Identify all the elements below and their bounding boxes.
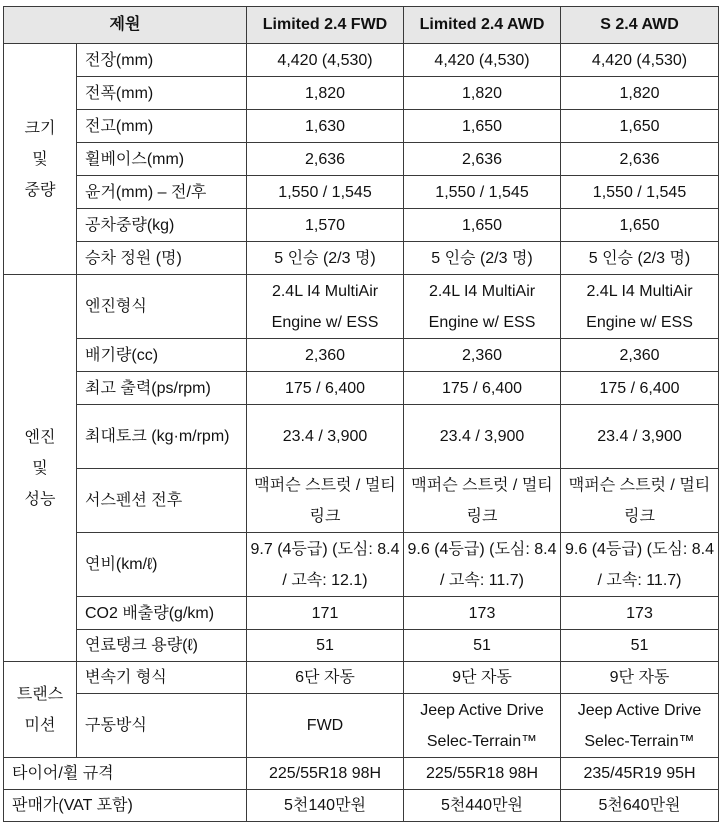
spec-value: 4,420 (4,530): [404, 44, 561, 77]
spec-row: [4, 176, 719, 209]
group-label-line: 중량: [24, 181, 56, 199]
spec-value: 1,650: [404, 209, 561, 242]
spec-label: 전폭(mm): [77, 77, 247, 110]
spec-value: 2,360: [404, 339, 561, 372]
spec-row: [4, 275, 719, 339]
spec-label: 연료탱크 용량(ℓ): [77, 630, 247, 662]
spec-value: 23.4 / 3,900: [247, 405, 404, 469]
spec-value: 175 / 6,400: [247, 372, 404, 405]
spec-row: [4, 597, 719, 630]
spec-value: 6단 자동: [247, 662, 404, 694]
spec-row: [4, 630, 719, 662]
spec-value: 173: [561, 597, 719, 630]
spec-value: 5천140만원: [247, 790, 404, 822]
spec-row: [4, 533, 719, 597]
group-label: [4, 44, 77, 275]
spec-label: 공차중량(kg): [77, 209, 247, 242]
spec-value: 9.7 (4등급) (도심: 8.4 / 고속: 12.1): [247, 533, 404, 597]
spec-value: 173: [404, 597, 561, 630]
spec-value: 1,820: [247, 77, 404, 110]
spec-table: [3, 6, 719, 822]
group-label-line: 엔진: [24, 428, 56, 446]
spec-value: 5천640만원: [561, 790, 719, 822]
group-label-line: 크기: [24, 119, 56, 137]
spec-value: 23.4 / 3,900: [404, 405, 561, 469]
spec-row: [4, 372, 719, 405]
spec-value: 5 인승 (2/3 명): [247, 242, 404, 275]
spec-label: 서스펜션 전후: [77, 469, 247, 533]
group-label-line: 및: [32, 459, 48, 477]
spec-value: 175 / 6,400: [561, 372, 719, 405]
group-label-line: 미션: [24, 716, 56, 734]
spec-value: 1,550 / 1,545: [247, 176, 404, 209]
spec-table-header: [4, 7, 719, 44]
spec-value: 51: [247, 630, 404, 662]
spec-value: 51: [561, 630, 719, 662]
spec-value: 2,636: [247, 143, 404, 176]
spec-value: 1,650: [561, 110, 719, 143]
spec-value: 225/55R18 98H: [404, 758, 561, 790]
spec-label: 타이어/휠 규격: [4, 758, 247, 790]
header-row: [4, 7, 719, 44]
spec-label: CO2 배출량(g/km): [77, 597, 247, 630]
header-model-s-awd: S 2.4 AWD: [561, 7, 719, 44]
spec-row: [4, 110, 719, 143]
spec-value: 23.4 / 3,900: [561, 405, 719, 469]
spec-value: 5천440만원: [404, 790, 561, 822]
group-label: [4, 662, 77, 758]
spec-value: 9.6 (4등급) (도심: 8.4 / 고속: 11.7): [561, 533, 719, 597]
spec-label: 구동방식: [77, 694, 247, 758]
spec-value: 175 / 6,400: [404, 372, 561, 405]
spec-row: [4, 758, 719, 790]
spec-row: [4, 44, 719, 77]
spec-value: 1,650: [404, 110, 561, 143]
spec-label: 엔진형식: [77, 275, 247, 339]
spec-label: 변속기 형식: [77, 662, 247, 694]
spec-row: [4, 662, 719, 694]
spec-value: 1,550 / 1,545: [561, 176, 719, 209]
spec-label: 전장(mm): [77, 44, 247, 77]
spec-label: 연비(km/ℓ): [77, 533, 247, 597]
spec-row: [4, 143, 719, 176]
spec-value: 1,570: [247, 209, 404, 242]
spec-value: 2.4L I4 MultiAir Engine w/ ESS: [247, 275, 404, 339]
spec-value: 4,420 (4,530): [561, 44, 719, 77]
spec-value: 2,360: [561, 339, 719, 372]
spec-label: 최대토크 (kg·m/rpm): [77, 405, 247, 469]
spec-row: [4, 405, 719, 469]
spec-row: [4, 694, 719, 758]
spec-value: 51: [404, 630, 561, 662]
spec-value: 4,420 (4,530): [247, 44, 404, 77]
spec-value: 235/45R19 95H: [561, 758, 719, 790]
group-label: [4, 275, 77, 662]
spec-label: 최고 출력(ps/rpm): [77, 372, 247, 405]
group-label-line: 트랜스: [16, 685, 64, 703]
spec-value: 1,820: [561, 77, 719, 110]
spec-value: 5 인승 (2/3 명): [561, 242, 719, 275]
spec-row: [4, 242, 719, 275]
spec-value: FWD: [247, 694, 404, 758]
spec-value: 171: [247, 597, 404, 630]
spec-value: 맥퍼슨 스트럿 / 멀티링크: [247, 469, 404, 533]
spec-label: 휠베이스(mm): [77, 143, 247, 176]
spec-value: 1,820: [404, 77, 561, 110]
spec-label: 승차 정원 (명): [77, 242, 247, 275]
spec-value: 1,650: [561, 209, 719, 242]
spec-value: 2.4L I4 MultiAir Engine w/ ESS: [561, 275, 719, 339]
spec-value: Jeep Active Drive Selec-Terrain™: [404, 694, 561, 758]
spec-value: 9단 자동: [404, 662, 561, 694]
spec-value: 2.4L I4 MultiAir Engine w/ ESS: [404, 275, 561, 339]
spec-value: 9.6 (4등급) (도심: 8.4 / 고속: 11.7): [404, 533, 561, 597]
spec-value: 2,360: [247, 339, 404, 372]
group-label-line: 및: [32, 150, 48, 168]
spec-row: [4, 790, 719, 822]
group-label-line: 성능: [24, 490, 56, 508]
spec-value: 5 인승 (2/3 명): [404, 242, 561, 275]
spec-row: [4, 209, 719, 242]
spec-value: 225/55R18 98H: [247, 758, 404, 790]
spec-row: [4, 339, 719, 372]
spec-value: 9단 자동: [561, 662, 719, 694]
spec-table-body: [4, 44, 719, 822]
spec-value: 맥퍼슨 스트럿 / 멀티링크: [404, 469, 561, 533]
spec-value: 1,630: [247, 110, 404, 143]
spec-value: Jeep Active Drive Selec-Terrain™: [561, 694, 719, 758]
header-model-limited-awd: Limited 2.4 AWD: [404, 7, 561, 44]
spec-label: 전고(mm): [77, 110, 247, 143]
spec-label: 윤거(mm) – 전/후: [77, 176, 247, 209]
spec-row: [4, 469, 719, 533]
spec-value: 2,636: [404, 143, 561, 176]
spec-value: 맥퍼슨 스트럿 / 멀티링크: [561, 469, 719, 533]
spec-value: 1,550 / 1,545: [404, 176, 561, 209]
spec-label: 판매가(VAT 포함): [4, 790, 247, 822]
header-spec-label: 제원: [4, 7, 247, 44]
header-model-limited-fwd: Limited 2.4 FWD: [247, 7, 404, 44]
spec-row: [4, 77, 719, 110]
spec-value: 2,636: [561, 143, 719, 176]
spec-label: 배기량(cc): [77, 339, 247, 372]
